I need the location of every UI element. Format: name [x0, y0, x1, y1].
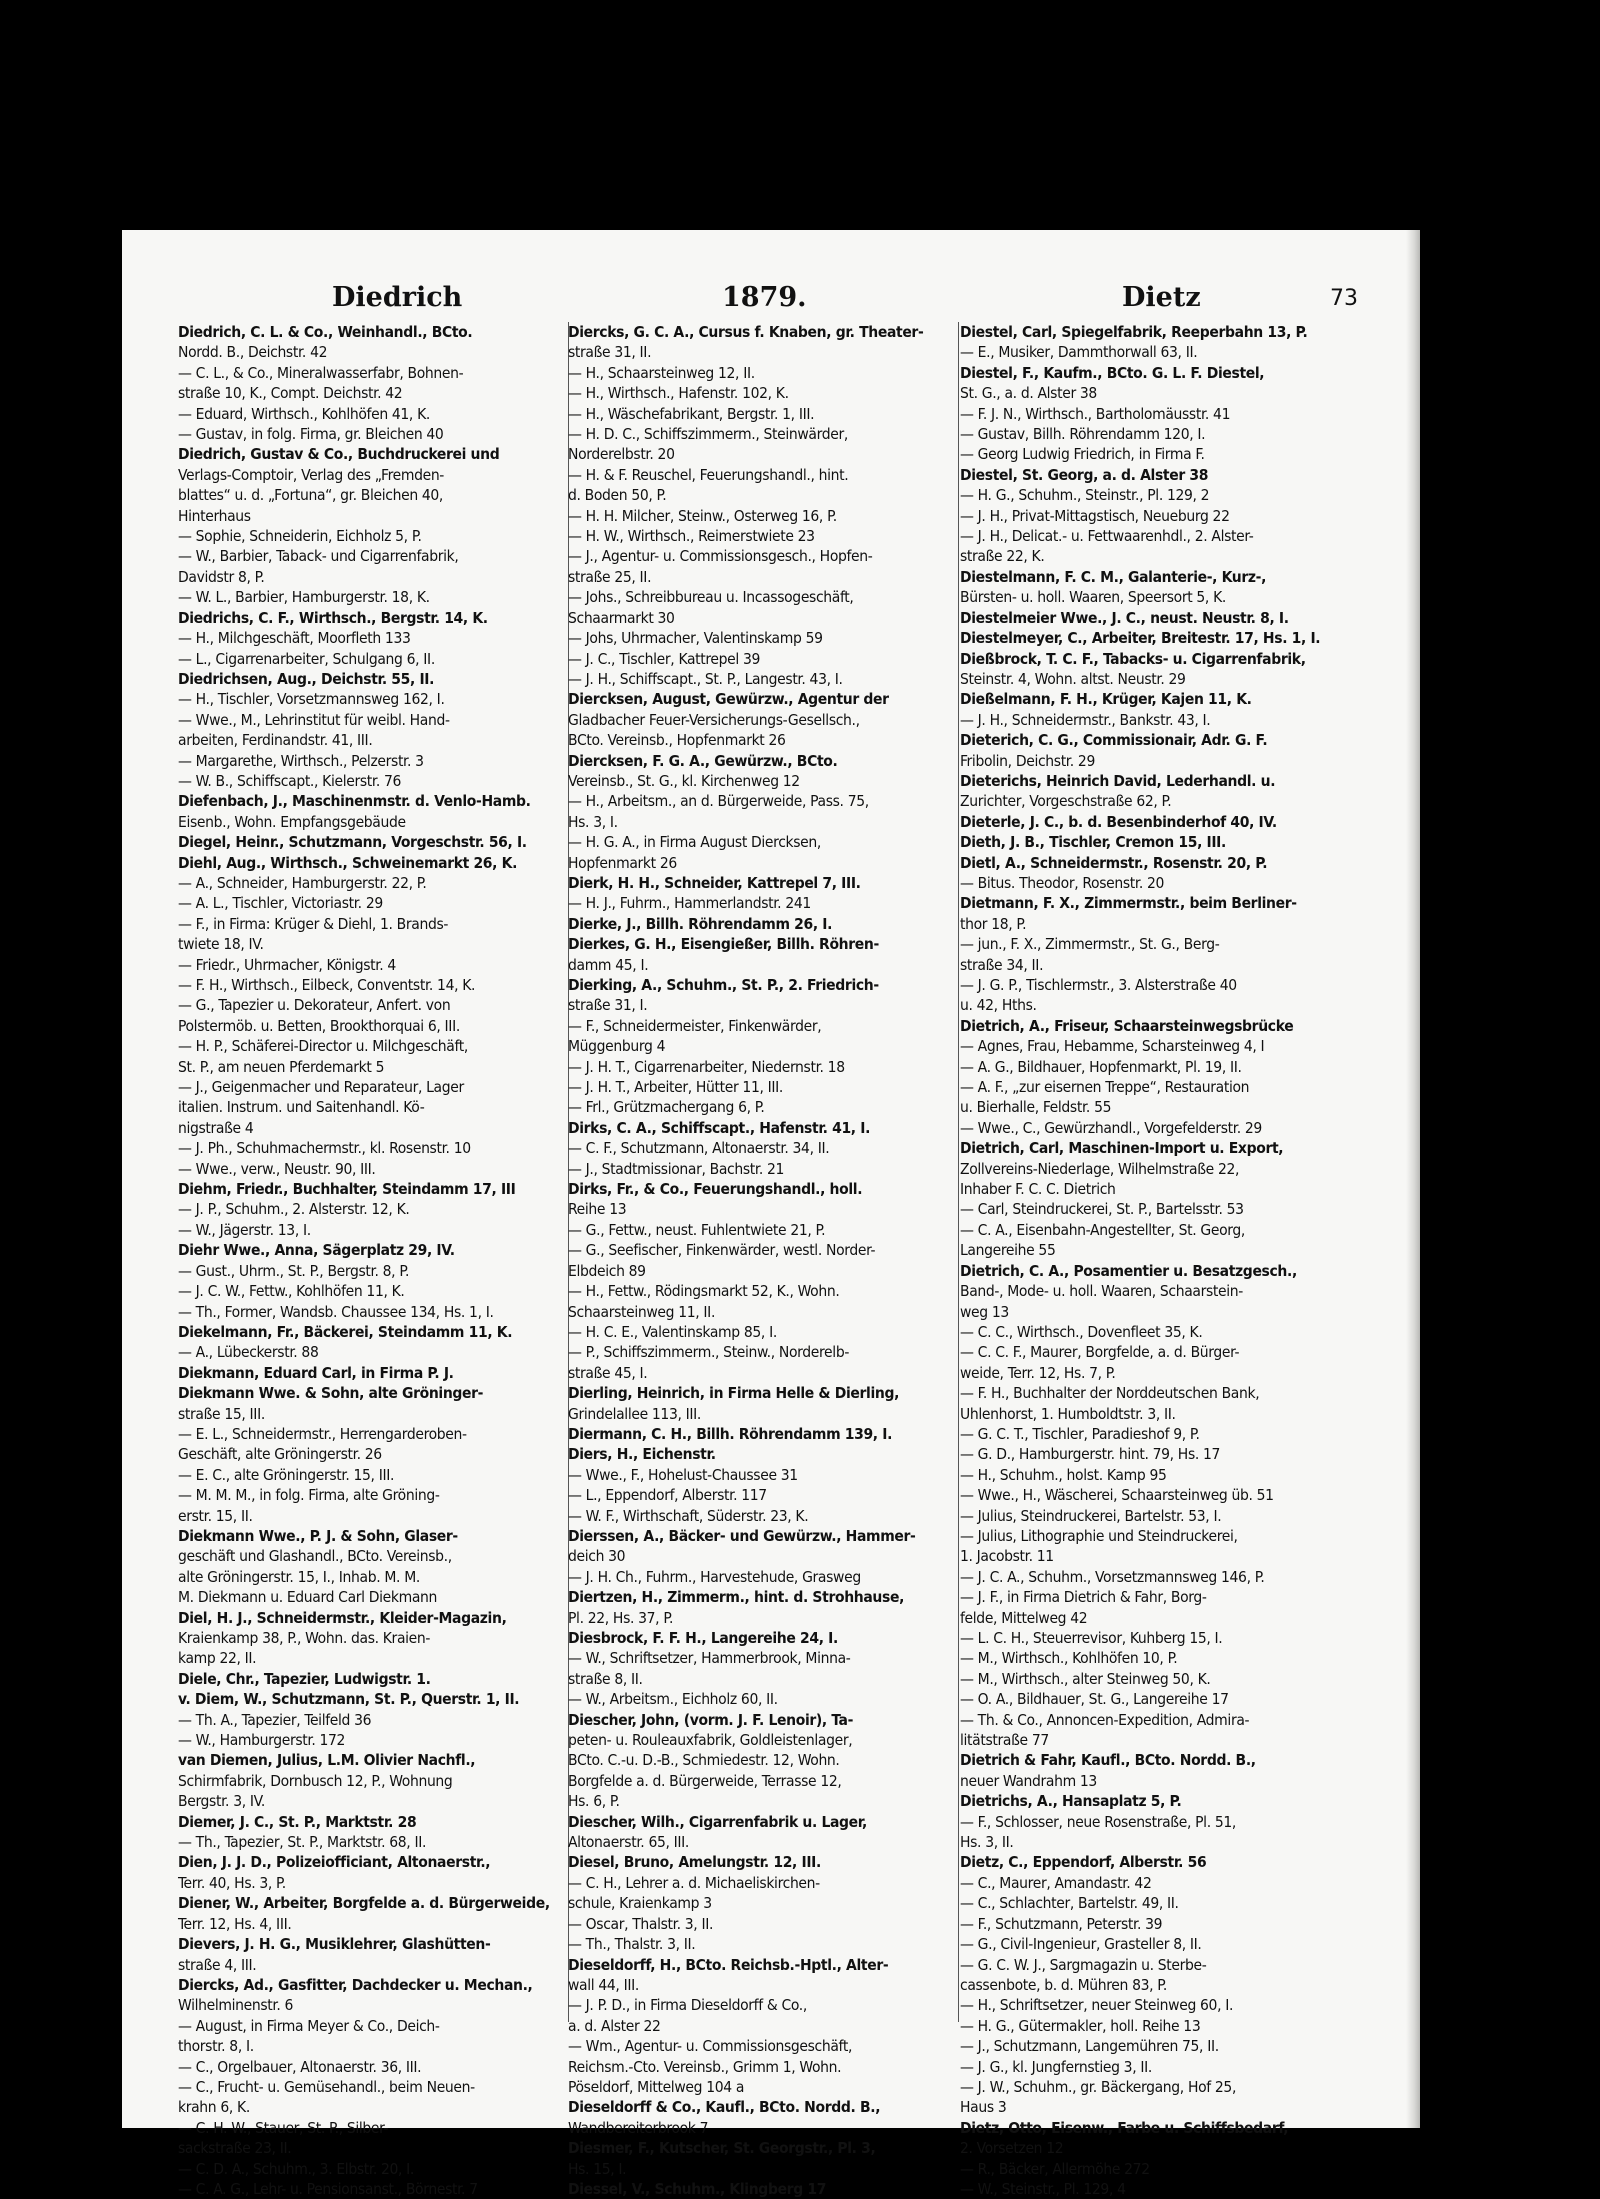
directory-line: — H., Arbeitsm., an d. Bürgerweide, Pass. 75, [568, 792, 869, 811]
directory-line: Dieterich, C. G., Commissionair, Adr. G. F. [960, 731, 1268, 750]
directory-line: — H. H. Milcher, Steinw., Osterweg 16, P. [568, 506, 837, 525]
column-3 [960, 322, 1354, 2199]
directory-line: Dieterichs, Heinrich David, Lederhandl. u. [960, 771, 1276, 790]
directory-line: — C. C. F., Maurer, Borgfelde, a. d. Bürger- [960, 1343, 1240, 1362]
directory-line: Verlags-Comptoir, Verlag des „Fremden- [178, 465, 444, 484]
directory-line: — F. H., Wirthsch., Eilbeck, Conventstr. 14, K. [178, 976, 476, 994]
directory-line: weide, Terr. 12, Hs. 7, P. [960, 1363, 1116, 1382]
directory-line: St. P., am neuen Pferdemarkt 5 [178, 1057, 385, 1076]
directory-line: — J. H., Delicat.- u. Fettwaarenhdl., 2. Alster- [960, 527, 1254, 546]
directory-line: — J., Schutzmann, Langemühren 75, II. [960, 2037, 1219, 2056]
directory-line: — E. L., Schneidermstr., Herrengarderoben- [178, 1424, 467, 1443]
directory-line: Diescher, Wilh., Cigarrenfabrik u. Lager, [568, 1812, 867, 1831]
directory-line: schule, Kraienkamp 3 [568, 1894, 712, 1913]
directory-line: v. Diem, W., Schutzmann, St. P., Querstr. 1, II. [178, 1690, 520, 1709]
directory-line: — Johs, Uhrmacher, Valentinskamp 59 [568, 629, 823, 648]
directory-line: — Gust., Uhrm., St. P., Bergstr. 8, P. [178, 1261, 410, 1280]
directory-line: Wandbereiterbrook 7 [568, 2118, 709, 2137]
directory-line: Diestelmeier Wwe., J. C., neust. Neustr. 8, I. [960, 608, 1289, 627]
directory-line: Dierssen, A., Bäcker- und Gewürzw., Hammer- [568, 1526, 916, 1545]
directory-line: — Wwe., F., Hohelust-Chaussee 31 [568, 1465, 798, 1484]
directory-line: Diemer, J. C., St. P., Marktstr. 28 [178, 1812, 417, 1831]
directory-line: Diehm, Friedr., Buchhalter, Steindamm 17, III [178, 1180, 516, 1199]
directory-line: — M., Wirthsch., Kohlhöfen 10, P. [960, 1649, 1178, 1668]
directory-line: — H. D. C., Schiffszimmerm., Steinwärder, [568, 425, 848, 444]
directory-line: Diers, H., Eichenstr. [568, 1445, 716, 1464]
directory-line: neuer Wandrahm 13 [960, 1771, 1097, 1790]
directory-line: — J. H. T., Cigarrenarbeiter, Niedernstr. 18 [568, 1057, 845, 1076]
directory-line: Diestel, Carl, Spiegelfabrik, Reeperbahn 13, P. [960, 323, 1308, 341]
directory-line: — F., Schutzmann, Peterstr. 39 [960, 1914, 1163, 1933]
directory-line: Bergstr. 3, IV. [178, 1792, 265, 1811]
directory-line: Diestelmeyer, C., Arbeiter, Breitestr. 17, Hs. 1, I. [960, 629, 1321, 648]
directory-line: Schaarmarkt 30 [568, 608, 675, 627]
directory-line: Diegel, Heinr., Schutzmann, Vorgeschstr. 56, I. [178, 833, 527, 852]
directory-line: Diercks, Ad., Gasfitter, Dachdecker u. Mechan., [178, 1975, 533, 1994]
directory-line: alte Gröningerstr. 15, I., Inhab. M. M. [178, 1567, 420, 1586]
directory-line: Dieseldorff, H., BCto. Reichsb.-Hptl., Alter- [568, 1955, 889, 1974]
directory-line: Dierk, H. H., Schneider, Kattrepel 7, III. [568, 873, 861, 892]
directory-line: Dietz, C., Eppendorf, Alberstr. 56 [960, 1853, 1207, 1872]
directory-line: — H., Wäschefabrikant, Bergstr. 1, III. [568, 404, 815, 423]
directory-line: — Th., Thalstr. 3, II. [568, 1935, 696, 1954]
directory-line: BCto. Vereinsb., Hopfenmarkt 26 [568, 731, 786, 750]
directory-line: Diercksen, August, Gewürzw., Agentur der [568, 690, 889, 709]
directory-line: Diesbrock, F. F. H., Langereihe 24, I. [568, 1629, 838, 1647]
directory-line: Dirks, C. A., Schiffscapt., Hafenstr. 41, I. [568, 1118, 871, 1137]
directory-line: — Oscar, Thalstr. 3, II. [568, 1914, 714, 1933]
directory-line: Diercks, G. C. A., Cursus f. Knaben, gr. Theater- [568, 323, 924, 341]
column-2 [568, 322, 962, 2199]
directory-line: Diertzen, H., Zimmerm., hint. d. Strohhause, [568, 1588, 905, 1607]
directory-line: — E. C., alte Gröningerstr. 15, III. [178, 1465, 395, 1484]
directory-line: — C. A., Eisenbahn-Angestellter, St. Georg, [960, 1220, 1245, 1239]
directory-line: — Th., Former, Wandsb. Chaussee 134, Hs. 1, I. [178, 1302, 494, 1321]
directory-line: — Gustav, in folg. Firma, gr. Bleichen 40 [178, 425, 444, 444]
directory-line: Diessel, V., Schuhm., Klingberg 17 [568, 2179, 827, 2198]
directory-line: — J. H. Ch., Fuhrm., Harvestehude, Grasweg [568, 1567, 861, 1586]
directory-line: — Wwe., verw., Neustr. 90, III. [178, 1159, 376, 1178]
directory-line: — W., Jägerstr. 13, I. [178, 1220, 311, 1239]
page-number: 73 [1330, 286, 1358, 311]
directory-line: Diedrich, Gustav & Co., Buchdruckerei und [178, 445, 500, 464]
directory-line: Dievers, J. H. G., Musiklehrer, Glashütten- [178, 1935, 491, 1954]
directory-line: Schirmfabrik, Dornbusch 12, P., Wohnung [178, 1771, 453, 1790]
directory-line: Diedrichs, C. F., Wirthsch., Bergstr. 14, K. [178, 608, 488, 627]
directory-line: — R., Bäcker, Allermöhe 272 [960, 2159, 1150, 2178]
directory-page [122, 230, 1420, 2198]
directory-line: — Wwe., C., Gewürzhandl., Vorgefelderstr. 29 [960, 1118, 1262, 1137]
directory-line: wall 44, III. [568, 1975, 639, 1994]
directory-line: — Th., Tapezier, St. P., Marktstr. 68, II. [178, 1833, 427, 1852]
directory-line: — Bitus. Theodor, Rosenstr. 20 [960, 873, 1165, 892]
directory-line: Dietz, Otto, Eisenw., Farbe u. Schiffsbedarf, [960, 2118, 1289, 2137]
columns-area [122, 322, 1420, 2198]
directory-line: Terr. 40, Hs. 3, P. [178, 1873, 286, 1892]
directory-line: — C. D. A., Schuhm., 3. Elbstr. 20, I. [178, 2159, 415, 2178]
directory-line: Zollvereins-Niederlage, Wilhelmstraße 22, [960, 1159, 1240, 1178]
directory-line: Diestel, St. Georg, a. d. Alster 38 [960, 465, 1209, 484]
directory-line: — L., Eppendorf, Alberstr. 117 [568, 1486, 767, 1505]
directory-line: — H., Tischler, Vorsetzmannsweg 162, I. [178, 690, 445, 709]
directory-line: BCto. C.-u. D.-B., Schmiedestr. 12, Wohn. [568, 1751, 840, 1770]
directory-line: — C. H., Lehrer a. d. Michaeliskirchen- [568, 1873, 820, 1892]
directory-line: — C. F., Schutzmann, Altonaerstr. 34, II. [568, 1139, 830, 1158]
directory-line: Diescher, John, (vorm. J. F. Lenoir), Ta- [568, 1710, 854, 1729]
directory-line: straße 31, II. [568, 343, 652, 362]
directory-line: — Th. & Co., Annoncen-Expedition, Admira- [960, 1710, 1250, 1729]
directory-line: straße 34, II. [960, 955, 1044, 974]
directory-line: Borgfelde a. d. Bürgerweide, Terrasse 12, [568, 1771, 842, 1790]
directory-line: u. 42, Hths. [960, 996, 1037, 1015]
running-header [122, 282, 1420, 312]
directory-line: Vereinsb., St. G., kl. Kirchenweg 12 [568, 771, 800, 790]
directory-line: — Frl., Grützmachergang 6, P. [568, 1098, 765, 1117]
directory-line: — E., Musiker, Dammthorwall 63, II. [960, 343, 1198, 362]
directory-line: Polstermöb. u. Betten, Brookthorquai 6, III. [178, 1016, 460, 1035]
directory-line: — Julius, Steindruckerei, Bartelstr. 53, I. [960, 1506, 1222, 1525]
directory-line: straße 31, I. [568, 996, 648, 1015]
directory-line: — W. F., Wirthschaft, Süderstr. 23, K. [568, 1506, 809, 1525]
directory-line: Diekmann Wwe., P. J. & Sohn, Glaser- [178, 1526, 458, 1545]
directory-line: geschäft und Glashandl., BCto. Vereinsb., [178, 1547, 452, 1566]
directory-line: straße 4, III. [178, 1955, 257, 1974]
directory-line: — Gustav, Billh. Röhrendamm 120, I. [960, 425, 1206, 444]
directory-line: — F., Schneidermeister, Finkenwärder, [568, 1016, 822, 1035]
directory-line: Diercksen, F. G. A., Gewürzw., BCto. [568, 751, 838, 770]
directory-line: — H. C. E., Valentinskamp 85, I. [568, 1322, 777, 1341]
directory-line: Dietl, A., Schneidermstr., Rosenstr. 20, P. [960, 853, 1268, 872]
directory-line: Dierkes, G. H., Eisengießer, Billh. Röhren- [568, 935, 879, 954]
directory-line: Wilhelminenstr. 6 [178, 1996, 294, 2015]
directory-line: Hopfenmarkt 26 [568, 853, 677, 872]
directory-line: Schaarsteinweg 11, II. [568, 1302, 716, 1321]
directory-line: Dieterle, J. C., b. d. Besenbinderhof 40, IV. [960, 812, 1277, 831]
directory-line: — A., Lübeckerstr. 88 [178, 1343, 319, 1362]
directory-line: Uhlenhorst, 1. Humboldtstr. 3, II. [960, 1404, 1176, 1423]
directory-line: — J., Agentur- u. Commissionsgesch., Hopfen- [568, 547, 873, 566]
directory-line: Hinterhaus [178, 506, 251, 525]
directory-line: kamp 22, II. [178, 1649, 257, 1668]
directory-line: — Wwe., M., Lehrinstitut für weibl. Hand- [178, 710, 450, 729]
directory-line: — L. C. H., Steuerrevisor, Kuhberg 15, I. [960, 1629, 1223, 1647]
directory-line: — Wwe., H., Wäscherei, Schaarsteinweg üb. 51 [960, 1486, 1274, 1505]
directory-line: — H. J., Fuhrm., Hammerlandstr. 241 [568, 894, 811, 913]
directory-line: Geschäft, alte Gröningerstr. 26 [178, 1445, 382, 1464]
directory-line: — A. L., Tischler, Victoriastr. 29 [178, 894, 383, 913]
directory-line: van Diemen, Julius, L.M. Olivier Nachfl., [178, 1751, 476, 1770]
directory-line: — Julius, Lithographie und Steindruckerei, [960, 1526, 1238, 1545]
directory-line: Bürsten- u. holl. Waaren, Speersort 5, K. [960, 588, 1226, 607]
directory-line: Dieth, J. B., Tischler, Cremon 15, III. [960, 833, 1226, 852]
directory-line: Davidstr 8, P. [178, 567, 265, 586]
header-left-word: Diedrich [332, 282, 463, 313]
directory-line: — Agnes, Frau, Hebamme, Scharsteinweg 4, I [960, 1037, 1265, 1056]
directory-line: — C., Frucht- u. Gemüsehandl., beim Neuen- [178, 2077, 475, 2096]
directory-line: Zurichter, Vorgeschstraße 62, P. [960, 792, 1172, 811]
directory-line: Diehr Wwe., Anna, Sägerplatz 29, IV. [178, 1241, 455, 1260]
directory-line: — J., Stadtmissionar, Bachstr. 21 [568, 1159, 785, 1178]
directory-line: Terr. 12, Hs. 4, III. [178, 1914, 292, 1933]
header-right-word: Dietz [1122, 282, 1201, 313]
directory-line: — J. H., Schneidermstr., Bankstr. 43, I. [960, 710, 1211, 729]
directory-line: Dieseldorff & Co., Kaufl., BCto. Nordd. B., [568, 2098, 881, 2117]
directory-line: Haus 3 [960, 2098, 1007, 2117]
directory-line: peten- u. Rouleauxfabrik, Goldleistenlager, [568, 1731, 853, 1750]
directory-line: — H. G., Gütermakler, holl. Reihe 13 [960, 2016, 1201, 2035]
directory-line: Diekmann, Eduard Carl, in Firma P. J. [178, 1363, 454, 1382]
directory-line: Dierking, A., Schuhm., St. P., 2. Friedrich- [568, 976, 879, 994]
directory-line: italien. Instrum. und Saitenhandl. Kö- [178, 1098, 425, 1117]
header-year: 1879. [722, 282, 807, 313]
directory-line: d. Boden 50, P. [568, 486, 667, 505]
directory-line: — A., Schneider, Hamburgerstr. 22, P. [178, 873, 427, 892]
directory-line: — Sophie, Schneiderin, Eichholz 5, P. [178, 527, 422, 546]
directory-line: deich 30 [568, 1547, 626, 1566]
directory-line: Hs. 3, I. [568, 812, 618, 831]
directory-line: — J. H. T., Arbeiter, Hütter 11, III. [568, 1078, 783, 1097]
directory-line: Fribolin, Deichstr. 29 [960, 751, 1095, 770]
directory-line: Dietrich, Carl, Maschinen-Import u. Export, [960, 1139, 1284, 1158]
directory-line: Diekelmann, Fr., Bäckerei, Steindamm 11, K. [178, 1322, 513, 1341]
directory-line: — C. L., & Co., Mineralwasserfabr, Bohnen- [178, 363, 464, 382]
directory-line: — W., Hamburgerstr. 172 [178, 1731, 346, 1750]
directory-line: — jun., F. X., Zimmermstr., St. G., Berg- [960, 935, 1220, 954]
directory-line: — H. W., Wirthsch., Reimerstwiete 23 [568, 527, 815, 546]
directory-line: — G., Tapezier u. Dekorateur, Anfert. von [178, 996, 451, 1015]
directory-line: Diekmann Wwe. & Sohn, alte Gröninger- [178, 1384, 484, 1403]
directory-line: — Carl, Steindruckerei, St. P., Bartelsstr. 53 [960, 1200, 1244, 1219]
directory-line: — M., Wirthsch., alter Steinweg 50, K. [960, 1669, 1211, 1688]
directory-line: Dießbrock, T. C. F., Tabacks- u. Cigarrenfabrik, [960, 649, 1306, 668]
directory-line: — F., in Firma: Krüger & Diehl, 1. Brands- [178, 914, 449, 933]
directory-line: — G., Civil-Ingenieur, Grasteller 8, II. [960, 1935, 1202, 1954]
directory-line: blattes“ u. d. „Fortuna“, gr. Bleichen 40, [178, 486, 444, 505]
directory-line: — H., Schuhm., holst. Kamp 95 [960, 1465, 1167, 1484]
directory-line: — Wm., Agentur- u. Commissionsgeschäft, [568, 2037, 853, 2056]
directory-line: damm 45, I. [568, 955, 649, 974]
directory-line: Pl. 22, Hs. 37, P. [568, 1608, 674, 1627]
directory-line: 1. Jacobstr. 11 [960, 1547, 1054, 1566]
directory-line: Steinstr. 4, Wohn. altst. Neustr. 29 [960, 669, 1186, 688]
directory-line: — C., Maurer, Amandastr. 42 [960, 1873, 1152, 1892]
directory-line: — J., Geigenmacher und Reparateur, Lager [178, 1078, 464, 1097]
directory-line: — H., Milchgeschäft, Moorfleth 133 [178, 629, 411, 648]
directory-line: thorstr. 8, I. [178, 2037, 254, 2056]
directory-line: — A. G., Bildhauer, Hopfenmarkt, Pl. 19, II. [960, 1057, 1242, 1076]
directory-line: a. d. Alster 22 [568, 2016, 661, 2035]
directory-line: Müggenburg 4 [568, 1037, 666, 1056]
directory-line: — J. C. W., Fettw., Kohlhöfen 11, K. [178, 1282, 405, 1301]
directory-line: Pöseldorf, Mittelweg 104 a [568, 2077, 745, 2096]
directory-line: Kraienkamp 38, P., Wohn. das. Kraien- [178, 1629, 431, 1647]
directory-line: u. Bierhalle, Feldstr. 55 [960, 1098, 1112, 1117]
directory-line: — H. G. A., in Firma August Diercksen, [568, 833, 821, 852]
directory-line: — P., Schiffszimmerm., Steinw., Norderelb- [568, 1343, 850, 1362]
directory-line: — H., Schaarsteinweg 12, II. [568, 363, 755, 382]
directory-line: — F. J. N., Wirthsch., Bartholomäusstr. 41 [960, 404, 1231, 423]
directory-line: krahn 6, K. [178, 2098, 250, 2117]
directory-line: — W., Schriftsetzer, Hammerbrook, Minna- [568, 1649, 851, 1668]
directory-line: — August, in Firma Meyer & Co., Deich- [178, 2016, 440, 2035]
directory-line: — Margarethe, Wirthsch., Pelzerstr. 3 [178, 751, 424, 770]
directory-line: straße 25, II. [568, 567, 652, 586]
directory-line: — H. G., Schuhm., Steinstr., Pl. 129, 2 [960, 486, 1210, 505]
directory-line: straße 22, K. [960, 547, 1045, 566]
directory-line: — J. G., kl. Jungfernstieg 3, II. [960, 2057, 1152, 2076]
directory-line: — J. H., Privat-Mittagstisch, Neueburg 22 [960, 506, 1230, 525]
directory-line: — J. Ph., Schuhmachermstr., kl. Rosenstr. 10 [178, 1139, 471, 1158]
directory-line: thor 18, P. [960, 914, 1027, 933]
directory-line: Dietrich & Fahr, Kaufl., BCto. Nordd. B., [960, 1751, 1256, 1770]
directory-line: — W. L., Barbier, Hamburgerstr. 18, K. [178, 588, 430, 607]
directory-line: Hs. 15, I. [568, 2159, 627, 2178]
directory-line: — J. F., in Firma Dietrich & Fahr, Borg- [960, 1588, 1207, 1607]
directory-line: Dirks, Fr., & Co., Feuerungshandl., holl. [568, 1180, 863, 1199]
directory-line: nigstraße 4 [178, 1118, 254, 1137]
directory-line: Inhaber F. C. C. Dietrich [960, 1180, 1116, 1199]
directory-line: Diermann, C. H., Billh. Röhrendamm 139, I. [568, 1424, 893, 1443]
directory-line: — J. C. A., Schuhm., Vorsetzmannsweg 146, P. [960, 1567, 1265, 1586]
directory-line: Dierling, Heinrich, in Firma Helle & Dierling, [568, 1384, 900, 1403]
directory-line: Hs. 3, II. [960, 1833, 1014, 1852]
directory-line: Diestelmann, F. C. M., Galanterie-, Kurz-, [960, 567, 1267, 586]
directory-line: Band-, Mode- u. holl. Waaren, Schaarstein- [960, 1282, 1243, 1301]
directory-line: — H., Schriftsetzer, neuer Steinweg 60, I. [960, 1996, 1234, 2015]
directory-line: straße 10, K., Compt. Deichstr. 42 [178, 384, 403, 403]
directory-line: — O. A., Bildhauer, St. G., Langereihe 17 [960, 1690, 1229, 1709]
directory-line: Langereihe 55 [960, 1241, 1056, 1260]
directory-line: — H., Wirthsch., Hafenstr. 102, K. [568, 384, 789, 403]
directory-line: Eisenb., Wohn. Empfangsgebäude [178, 812, 406, 831]
directory-line: — J. G. P., Tischlermstr., 3. Alsterstraße 40 [960, 976, 1237, 994]
directory-line: — W. B., Schiffscapt., Kielerstr. 76 [178, 771, 402, 790]
directory-line: — H. & F. Reuschel, Feuerungshandl., hint. [568, 465, 849, 484]
directory-line: — W., Barbier, Taback- und Cigarrenfabrik, [178, 547, 459, 566]
directory-line: Dien, J. J. D., Polizeiofficiant, Altonaerstr., [178, 1853, 491, 1872]
directory-line: — C. A. G., Lehr- u. Pensionsanst., Börnestr. 7 [178, 2179, 478, 2198]
directory-line: litätstraße 77 [960, 1731, 1049, 1750]
directory-line: — J. C., Tischler, Kattrepel 39 [568, 649, 761, 668]
directory-line: — J. W., Schuhm., gr. Bäckergang, Hof 25, [960, 2077, 1237, 2096]
directory-line: — Georg Ludwig Friedrich, in Firma F. [960, 445, 1205, 464]
directory-line: Diesmer, F., Kutscher, St. Georgstr., Pl. 3, [568, 2139, 876, 2158]
directory-line: — C., Orgelbauer, Altonaerstr. 36, III. [178, 2057, 422, 2076]
directory-line: 2. Vorsetzen 12 [960, 2139, 1064, 2158]
directory-line: — Th. A., Tapezier, Teilfeld 36 [178, 1710, 372, 1729]
directory-line: — G. C. W. J., Sargmagazin u. Sterbe- [960, 1955, 1207, 1974]
directory-line: — J. P. D., in Firma Dieseldorff & Co., [568, 1996, 807, 2015]
directory-line: — F., Schlosser, neue Rosenstraße, Pl. 51, [960, 1812, 1236, 1831]
directory-line: — W., Arbeitsm., Eichholz 60, II. [568, 1690, 778, 1709]
directory-line: straße 8, II. [568, 1669, 643, 1688]
directory-line: straße 15, III. [178, 1404, 265, 1423]
directory-line: felde, Mittelweg 42 [960, 1608, 1088, 1627]
directory-line: Hs. 6, P. [568, 1792, 620, 1811]
directory-line: Dietmann, F. X., Zimmermstr., beim Berliner- [960, 894, 1297, 913]
directory-line: straße 45, I. [568, 1363, 648, 1382]
directory-line: — H. P., Schäferei-Director u. Milchgeschäft, [178, 1037, 468, 1056]
directory-line: — C. H. W., Stauer, St. P., Silber- [178, 2118, 389, 2137]
directory-line: erstr. 15, II. [178, 1506, 253, 1525]
directory-line: — G., Seefischer, Finkenwärder, westl. Norder- [568, 1241, 876, 1260]
directory-line: Altonaerstr. 65, III. [568, 1833, 689, 1852]
directory-line: — C. C., Wirthsch., Dovenfleet 35, K. [960, 1322, 1203, 1341]
directory-line: — J. P., Schuhm., 2. Alsterstr. 12, K. [178, 1200, 410, 1219]
directory-line: — H., Fettw., Rödingsmarkt 52, K., Wohn. [568, 1282, 840, 1301]
directory-line: M. Diekmann u. Eduard Carl Diekmann [178, 1588, 438, 1607]
directory-line: — Friedr., Uhrmacher, Königstr. 4 [178, 955, 396, 974]
directory-line: Diefenbach, J., Maschinenmstr. d. Venlo-Hamb. [178, 792, 531, 811]
directory-line: — F. H., Buchhalter der Norddeutschen Bank, [960, 1384, 1260, 1403]
directory-line: — L., Cigarrenarbeiter, Schulgang 6, II. [178, 649, 435, 668]
directory-line: Dießelmann, F. H., Krüger, Kajen 11, K. [960, 690, 1252, 709]
directory-line: Elbdeich 89 [568, 1261, 646, 1280]
directory-line: — Johs., Schreibbureau u. Incassogeschäft, [568, 588, 854, 607]
directory-line: — G. C. T., Tischler, Paradieshof 9, P. [960, 1424, 1200, 1443]
directory-line: Diestel, F., Kaufm., BCto. G. L. F. Diestel, [960, 363, 1265, 382]
directory-line: Diehl, Aug., Wirthsch., Schweinemarkt 26, K. [178, 853, 518, 872]
directory-line: — C., Schlachter, Bartelstr. 49, II. [960, 1894, 1179, 1913]
directory-line: — Eduard, Wirthsch., Kohlhöfen 41, K. [178, 404, 430, 423]
directory-line: Reichsm.-Cto. Vereinsb., Grimm 1, Wohn. [568, 2057, 842, 2076]
directory-line: Norderelbstr. 20 [568, 445, 675, 464]
directory-line: Reihe 13 [568, 1200, 627, 1219]
directory-line: — A. F., „zur eisernen Treppe“, Restauration [960, 1078, 1250, 1097]
directory-line: Nordd. B., Deichstr. 42 [178, 343, 328, 362]
directory-line: twiete 18, IV. [178, 935, 264, 954]
directory-line: Diedrich, C. L. & Co., Weinhandl., BCto. [178, 323, 473, 341]
directory-line: weg 13 [960, 1302, 1009, 1321]
directory-line: Dietrich, A., Friseur, Schaarsteinwegsbrücke [960, 1016, 1294, 1035]
directory-line: Diener, W., Arbeiter, Borgfelde a. d. Bürgerweide, [178, 1894, 550, 1913]
directory-line: Diesel, Bruno, Amelungstr. 12, III. [568, 1853, 821, 1872]
directory-line: Gladbacher Feuer-Versicherungs-Gesellsch., [568, 710, 860, 729]
directory-line: — W., Steinstr., Pl. 129, 4 [960, 2179, 1126, 2198]
page-edge-shadow [1406, 230, 1420, 2128]
directory-line: Dietrich, C. A., Posamentier u. Besatzgesch., [960, 1261, 1297, 1280]
directory-line: Grindelallee 113, III. [568, 1404, 701, 1423]
directory-line: — G. D., Hamburgerstr. hint. 79, Hs. 17 [960, 1445, 1221, 1464]
directory-line: Dietrichs, A., Hansaplatz 5, P. [960, 1792, 1182, 1811]
directory-line: St. G., a. d. Alster 38 [960, 384, 1097, 403]
directory-line: — G., Fettw., neust. Fuhlentwiete 21, P. [568, 1220, 826, 1239]
directory-line: arbeiten, Ferdinandstr. 41, III. [178, 731, 373, 750]
directory-line: — M. M. M., in folg. Firma, alte Gröning- [178, 1486, 440, 1505]
directory-line: cassenbote, b. d. Mühren 83, P. [960, 1975, 1167, 1994]
column-1 [178, 322, 572, 2199]
directory-line: — J. H., Schiffscapt., St. P., Langestr. 43, I. [568, 669, 843, 688]
directory-line: Dierke, J., Billh. Röhrendamm 26, I. [568, 914, 833, 933]
directory-line: Diele, Chr., Tapezier, Ludwigstr. 1. [178, 1669, 431, 1688]
directory-line: Diel, H. J., Schneidermstr., Kleider-Magazin, [178, 1608, 507, 1627]
directory-line: sackstraße 23, II. [178, 2139, 292, 2158]
directory-line: Diedrichsen, Aug., Deichstr. 55, II. [178, 669, 435, 688]
